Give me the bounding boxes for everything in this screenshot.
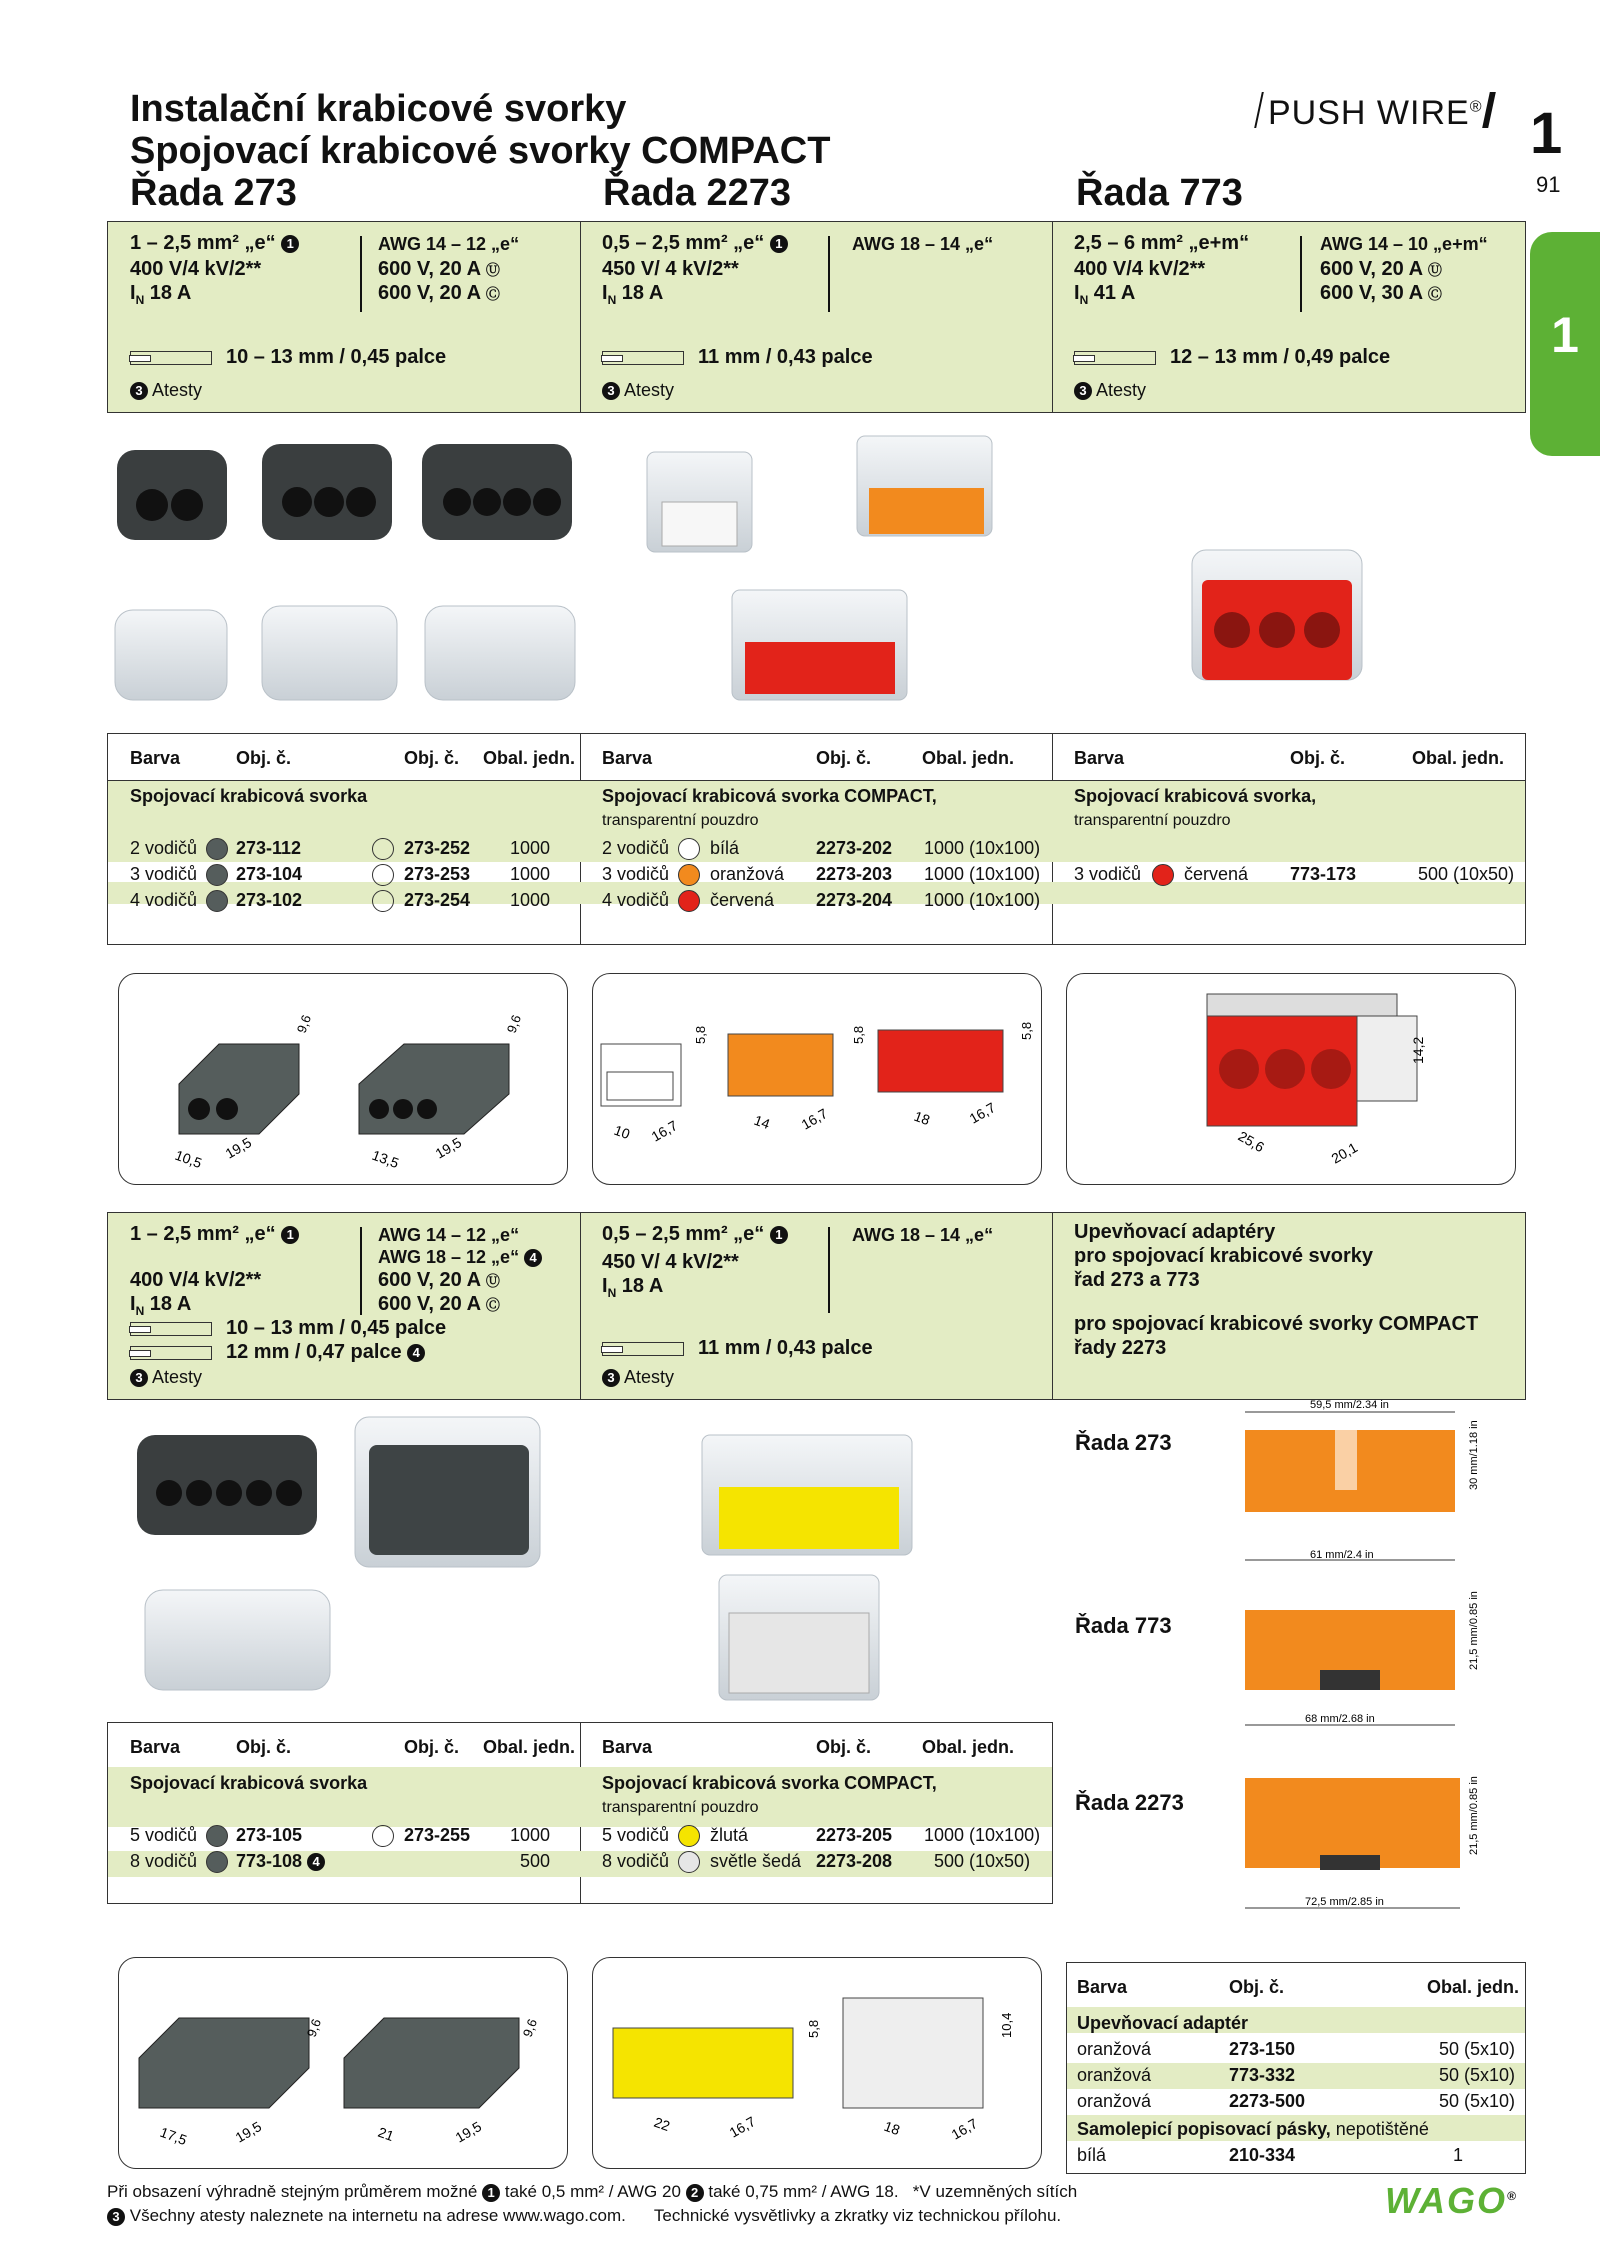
svg-text:72,5 mm/2.85 in: 72,5 mm/2.85 in [1305, 1896, 1384, 1908]
adapter-2273 [1245, 1776, 1480, 1908]
page-number: 91 [1536, 172, 1561, 197]
product-photos-2 [107, 1405, 1051, 1710]
dim-drawing-273-105 [139, 2018, 309, 2108]
dim-drawing-2273-208 [843, 1998, 983, 2108]
dim-box-273-b [118, 1957, 568, 2169]
photo-273-102 [422, 444, 572, 540]
product-photos-1 [107, 430, 1524, 720]
dim-label: 5,8 [693, 1025, 708, 1044]
dim-label: 10,5 [172, 1146, 205, 1172]
photo-273-254 [425, 606, 575, 700]
footer-line2: 3 Všechny atesty naleznete na internetu na adrese www.wago.com. Technické vysvětlivky a zkratky viz technickou přílohu. [107, 2206, 1061, 2226]
dim-label: 17,5 [157, 2123, 190, 2149]
spec-273-b: 1 – 2,5 mm² „e“ 1 AWG 14 – 12 „e“ AWG 18 – 12 „e“ 4 400 V/4 kV/2** 600 V, 20 A Ⓤ $I_N$ 18 A 600 V, 20 A Ⓒ 10 – 13 mm / 0,45 palce 12 mm / 0,47 palce 4 3 Atesty [108, 1213, 581, 1399]
dim-label: 9,6 [519, 2016, 541, 2040]
wago-logo: WAGO® [1385, 2180, 1518, 2221]
photo-273-255 [145, 1590, 330, 1690]
chapter-tab: 1 [1530, 232, 1600, 456]
dim-label: 9,6 [303, 2016, 325, 2040]
dim-drawing-2273-202 [601, 1044, 681, 1106]
adapter-label-273: Řada 273 [1075, 1430, 1172, 1455]
series-773: Řada 773 [1076, 172, 1243, 214]
photo-273-252 [115, 610, 227, 700]
svg-text:21,5 mm/0.85 in: 21,5 mm/0.85 in [1468, 1591, 1480, 1670]
order-table-1: Barva Obj. č. Obj. č. Obal. jedn. Barva Obj. č. Obal. jedn. Barva Obj. č. Obal. jedn. Spojovací krabicová svorka Spojovací krabicová svorka COMPACT, Spojovací krabicová svorka, transparentní pouzdro transparentní pouzdro 2 vodičů 273-112 273-252 1000 3 vodičů 273-104 273-253 1000 4 vodičů 273-102 273-254 1000 2 vodičů bílá 2273-202 1000 (10x100) 3 vodičů oranžová 2273-203 1000 (10x100) 4 vodičů červená 2273-204 1000 (10x100) 3 vodičů červená 773-173 500 (10x50) [107, 733, 1526, 945]
dim-label: 13,5 [369, 1146, 402, 1172]
dim-label: 10 [611, 1121, 633, 1143]
photo-2273-204 [732, 590, 907, 700]
photo-2273-202 [647, 452, 752, 552]
svg-text:30 mm/1.18 in: 30 mm/1.18 in [1468, 1420, 1480, 1490]
photo-2273-205 [702, 1435, 912, 1555]
dim-box-2273-b [592, 1957, 1042, 2169]
spec-2273-b: 0,5 – 2,5 mm² „e“ 1 AWG 18 – 14 „e“ 450 V/ 4 kV/2** $I_N$ 18 A 11 mm / 0,43 palce 3 Atesty [580, 1213, 1053, 1399]
dim-label: 5,8 [806, 2019, 821, 2038]
title-line2: Spojovací krabicové svorky COMPACT [130, 130, 831, 172]
order-table-2: Barva Obj. č. Obj. č. Obal. jedn. Barva Obj. č. Obal. jedn. Spojovací krabicová svorka Spojovací krabicová svorka COMPACT, transparentní pouzdro 5 vodičů 273-105 273-255 1000 8 vodičů 773-108 4 500 5 vodičů žlutá 2273-205 1000 (10x100) 8 vodičů světle šedá 2273-208 500 (10x50) [107, 1722, 1053, 1904]
dim-label: 19,5 [222, 1134, 255, 1162]
svg-text:61 mm/2.4 in: 61 mm/2.4 in [1310, 1549, 1374, 1561]
dim-drawing-773-108 [344, 2018, 519, 2108]
dim-label: 16,7 [648, 1117, 681, 1145]
adapter-label-773: Řada 773 [1075, 1613, 1172, 1638]
dim-label: 19,5 [432, 1134, 465, 1162]
photo-773-173 [1192, 550, 1362, 680]
dim-label: 16,7 [726, 2113, 759, 2141]
adapter-label-2273: Řada 2273 [1075, 1790, 1184, 1815]
dim-box-2273 [592, 973, 1042, 1185]
dim-label: 5,8 [1019, 1021, 1034, 1040]
dim-label: 19,5 [232, 2118, 265, 2146]
dim-box-273 [118, 973, 568, 1185]
dim-box-773 [1066, 973, 1516, 1185]
dim-label: 14,2 [1410, 1036, 1426, 1064]
spec-box-1 [107, 221, 1526, 413]
dim-label: 18 [881, 2117, 903, 2139]
photo-273-104 [262, 444, 392, 540]
spec-273: 1 – 2,5 mm² „e“ 1 400 V/4 kV/2** $I_N$ 18 A AWG 14 – 12 „e“ 600 V, 20 A Ⓤ 600 V, 20 A Ⓒ 10 – 13 mm / 0,45 palce 3 Atesty [108, 222, 581, 412]
svg-text:59,5 mm/2.34 in: 59,5 mm/2.34 in [1310, 1400, 1389, 1411]
dim-label: 9,6 [293, 1012, 315, 1036]
dim-drawing-273-a [179, 1044, 299, 1134]
dim-drawing-2273-205 [613, 2028, 793, 2098]
push-wire-text: PUSH WIRE® [1268, 94, 1483, 132]
footer-line1: Při obsazení výhradně stejným průměrem možné 1 také 0,5 mm² / AWG 20 2 také 0,75 mm² / AWG 18. *V uzemněných sítích [107, 2182, 1078, 2201]
dim-label: 20,1 [1328, 1139, 1361, 1167]
title-line1: Instalační krabicové svorky [130, 88, 627, 130]
photo-273-253 [262, 606, 397, 700]
dim-drawing-2273-204 [878, 1030, 1003, 1092]
dim-label: 10,4 [999, 2012, 1014, 2038]
photo-2273-203 [857, 436, 992, 536]
spec-773: 2,5 – 6 mm² „e+m“ 400 V/4 kV/2** $I_N$ 41 A AWG 14 – 10 „e+m“ 600 V, 20 A Ⓤ 600 V, 30 A Ⓒ 12 – 13 mm / 0,49 palce 3 Atesty [1074, 232, 1488, 400]
photo-773-108 [355, 1417, 540, 1567]
dim-label: 9,6 [503, 1012, 525, 1036]
adapter-273 [1245, 1400, 1480, 1561]
dim-label: 21 [375, 2123, 397, 2145]
dim-label: 14 [751, 1111, 773, 1133]
dim-label: 16,7 [966, 1099, 999, 1127]
dim-label: 22 [651, 2113, 673, 2135]
chapter-number: 1 [1530, 101, 1563, 166]
dim-drawing-773 [1207, 994, 1417, 1126]
photo-273-105 [137, 1435, 317, 1535]
dim-drawing-273-b [359, 1044, 509, 1134]
dim-label: 16,7 [798, 1105, 831, 1133]
dim-label: 25,6 [1235, 1127, 1268, 1156]
dim-label: 19,5 [452, 2118, 485, 2146]
dim-drawing-2273-203 [728, 1034, 833, 1096]
dim-label: 5,8 [851, 1025, 866, 1044]
dim-label: 18 [911, 1107, 933, 1129]
series-273: Řada 273 [130, 172, 297, 214]
order-table-adapters: Barva Obj. č. Obal. jedn. Upevňovací adaptér oranžová 273-150 50 (5x10) oranžová 773-332 50 (5x10) oranžová 2273-500 50 (5x10) Samolepicí popisovací pásky, nepotištěné bílá 210-334 1 [1066, 1962, 1526, 2174]
dim-label: 16,7 [948, 2115, 981, 2143]
series-2273: Řada 2273 [603, 172, 792, 214]
photo-2273-208 [719, 1575, 879, 1700]
svg-text:21,5 mm/0.85 in: 21,5 mm/0.85 in [1468, 1776, 1480, 1855]
spec-2273: 0,5 – 2,5 mm² „e“ 1 450 V/ 4 kV/2** $I_N$ 18 A AWG 18 – 14 „e“ 11 mm / 0,43 palce 3 Atesty [580, 222, 1053, 412]
adapter-drawings [1230, 1400, 1530, 1920]
photo-273-112 [117, 450, 227, 540]
svg-text:68 mm/2.68 in: 68 mm/2.68 in [1305, 1713, 1375, 1725]
spec-box-2 [107, 1212, 1526, 1400]
spec-adapters: Upevňovací adaptéry pro spojovací krabicové svorky řad 273 a 773 pro spojovací krabicové svorky COMPACT řady 2273 [1074, 1221, 1479, 1359]
adapter-773 [1245, 1591, 1480, 1725]
